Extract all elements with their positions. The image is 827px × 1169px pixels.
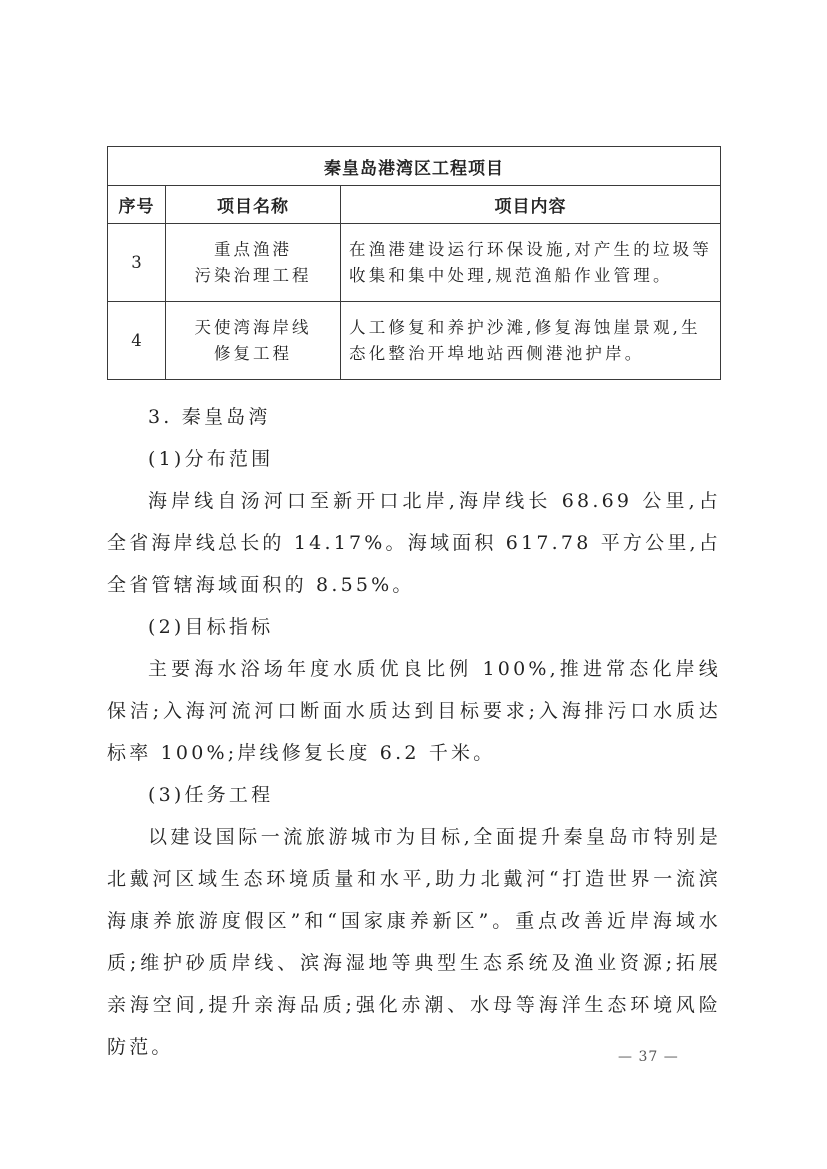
row-name	[166, 302, 341, 380]
page-number: — 37 —	[618, 1049, 679, 1065]
header-name: 项目名称	[166, 186, 341, 224]
header-no: 序号	[108, 186, 166, 224]
section-heading: 3. 秦皇岛湾	[148, 406, 271, 428]
row-content	[341, 224, 721, 302]
row-no: 3	[108, 224, 166, 302]
table-row	[108, 224, 721, 302]
row-name-line: 修复工程	[214, 343, 292, 363]
table-title: 秦皇岛港湾区工程项目	[108, 147, 721, 186]
project-table	[107, 146, 721, 380]
table-header-row	[108, 186, 721, 224]
row-content-line: 在渔港建设运行环保设施,对产生的垃圾等	[349, 239, 713, 259]
row-content-line: 人工修复和养护沙滩,修复海蚀崖景观,生	[349, 317, 701, 337]
paragraph-distribution: 海岸线自汤河口至新开口北岸,海岸线长 68.69 公里,占全省海岸线总长的 14.17%。海域面积 617.78 平方公里,占全省管辖海域面积的 8.55%。	[107, 490, 721, 596]
header-content: 项目内容	[341, 186, 721, 224]
section-body	[107, 396, 721, 1068]
row-name-line: 天使湾海岸线	[194, 317, 312, 337]
row-name-line: 重点渔港	[214, 239, 292, 259]
row-content	[341, 302, 721, 380]
row-content-line: 态化整治开埠地站西侧港池护岸。	[349, 343, 645, 363]
row-name-line: 污染治理工程	[194, 265, 312, 285]
table-row	[108, 302, 721, 380]
subheading-targets: (2)目标指标	[148, 616, 274, 638]
row-name	[166, 224, 341, 302]
row-content-line: 收集和集中处理,规范渔船作业管理。	[349, 265, 673, 285]
subheading-distribution: (1)分布范围	[148, 448, 274, 470]
paragraph-tasks: 以建设国际一流旅游城市为目标,全面提升秦皇岛市特别是北戴河区域生态环境质量和水平,助力北戴河“打造世界一流滨海康养旅游度假区”和“国家康养新区”。重点改善近岸海域水质;维护砂质岸线、滨海湿地等典型生态系统及渔业资源;拓展亲海空间,提升亲海品质;强化赤潮、水母等海洋生态环境风险防范。	[107, 826, 721, 1058]
subheading-tasks: (3)任务工程	[148, 784, 274, 806]
row-no: 4	[108, 302, 166, 380]
paragraph-targets: 主要海水浴场年度水质优良比例 100%,推进常态化岸线保洁;入海河流河口断面水质达到目标要求;入海排污口水质达标率 100%;岸线修复长度 6.2 千米。	[107, 658, 721, 764]
